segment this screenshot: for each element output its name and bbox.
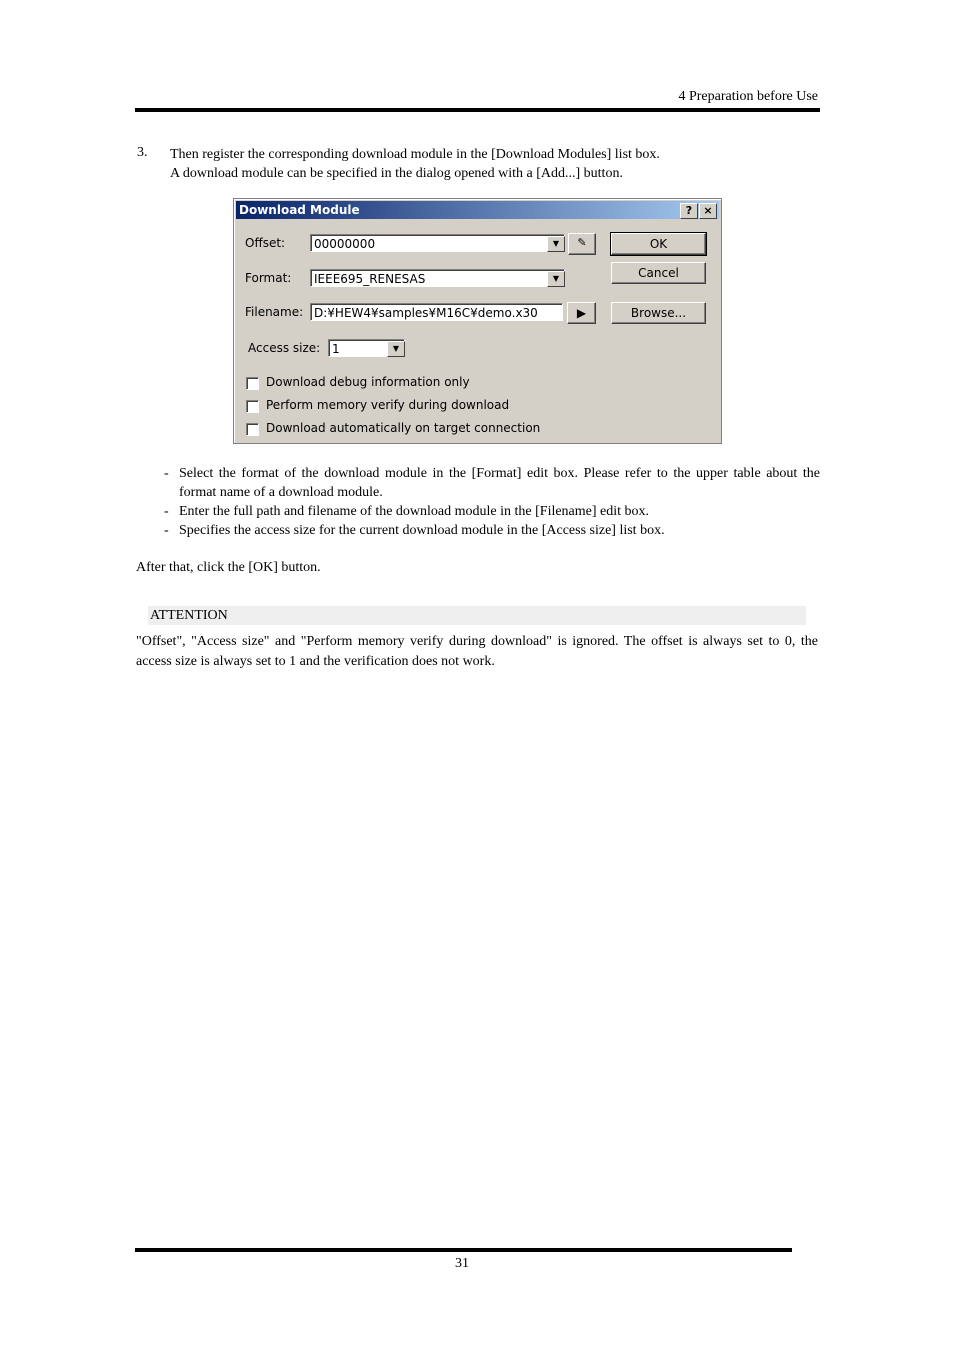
help-button[interactable]: ? [680,203,698,219]
memory-verify-checkbox[interactable] [246,400,259,413]
ok-button[interactable]: OK [611,233,706,255]
format-label: Format: [245,271,292,285]
instruction-bullets [164,464,820,540]
page-number: 31 [455,1256,469,1271]
step-number: 3. [137,145,148,160]
play-arrow-icon: ▶ [576,306,587,320]
offset-input[interactable]: 00000000 [310,234,565,252]
attention-title: ATTENTION [150,608,228,623]
step-text [170,145,660,183]
step-line-2: A download module can be specified in the dialog opened with a [Add...] button. [170,166,623,181]
header-rule [135,108,820,112]
format-input[interactable]: IEEE695_RENESAS [310,269,565,287]
dialog-titlebar [236,201,719,219]
offset-dropdown-icon[interactable]: ▼ [547,236,565,252]
list-item: - Enter the full path and filename of the download module in the [Filename] edit box. [164,504,650,519]
access-size-select[interactable]: 1 [328,339,405,357]
running-header: 4 Preparation before Use [678,89,818,104]
auto-download-label: Download automatically on target connection [266,421,541,435]
browse-button[interactable]: Browse... [611,302,706,324]
list-item: - Select the format of the download module in the [Format] edit box. Please refer to the upper table about the format name of a download module. [164,466,820,500]
after-text: After that, click the [OK] button. [136,560,321,575]
download-module-dialog [233,198,722,444]
filename-label: Filename: [245,305,304,319]
memory-verify-label: Perform memory verify during download [266,398,510,412]
download-debug-only-checkbox[interactable] [246,377,259,390]
auto-download-checkbox[interactable] [246,423,259,436]
filename-history-button[interactable] [567,302,596,324]
format-dropdown-icon[interactable]: ▼ [547,271,565,287]
filename-input[interactable]: D:¥HEW4¥samples¥M16C¥demo.x30 [310,303,563,321]
cancel-button[interactable]: Cancel [611,262,706,284]
footer-rule [135,1248,792,1252]
list-item: - Specifies the access size for the current download module in the [Access size] list box. [164,523,665,538]
offset-label: Offset: [245,236,286,250]
offset-pick-button[interactable] [568,233,596,255]
edit-icon: ✎ [577,236,587,249]
access-size-label: Access size: [248,341,321,355]
access-size-dropdown-icon[interactable]: ▼ [387,341,405,357]
download-debug-only-label: Download debug information only [266,375,470,389]
step-line-1: Then register the corresponding download module in the [Download Modules] list box. [170,147,660,162]
dialog-title: Download Module [239,203,360,217]
attention-bar [148,606,806,625]
close-button[interactable]: × [699,203,717,219]
attention-body: "Offset", "Access size" and "Perform memory verify during download" is ignored. The offset is always set to 0, the access size is always set to 1 and the verification does not work. [136,634,818,669]
